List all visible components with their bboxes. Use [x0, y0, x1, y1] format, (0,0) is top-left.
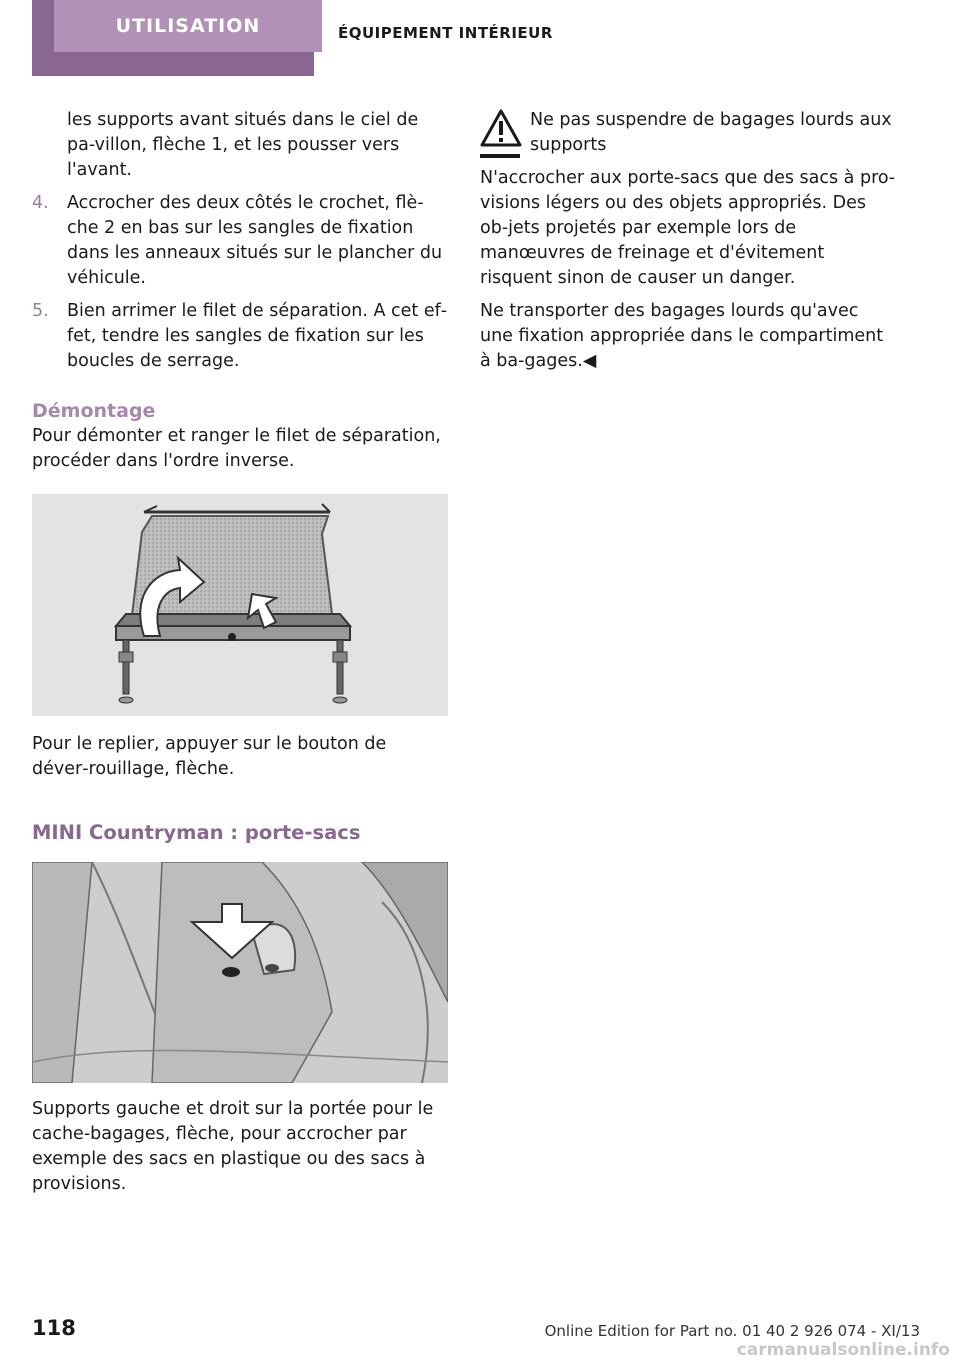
removal-heading: Démontage — [32, 400, 156, 422]
edition-info: Online Edition for Part no. 01 40 2 926 074 - XI/13 — [544, 1322, 920, 1340]
warning-title: Ne pas suspendre de bagages lourds aux supports — [530, 110, 892, 155]
figure-bag-hooks — [32, 862, 448, 1083]
step-text: Accrocher des deux côtés le crochet, flè‐che 2 en bas sur les sangles de fixation dans les anneaux situés sur le plancher du véhicule. — [67, 193, 443, 288]
figure-partition-net — [32, 494, 448, 716]
partition-net-illustration — [32, 494, 448, 716]
figure1-caption: Pour le replier, appuyer sur le bouton de déver‐rouillage, flèche. — [32, 734, 387, 779]
left-column — [32, 108, 448, 1197]
watermark: carmanualsonline.info — [736, 1340, 950, 1360]
step-number: 4. — [32, 193, 49, 213]
intro-continuation: les supports avant situés dans le ciel de pa‐villon, flèche 1, et les pousser vers l'avant. — [67, 110, 419, 180]
section-tab — [32, 0, 314, 76]
section-heading: MINI Countryman : porte-sacs — [32, 821, 361, 844]
step-text: Bien arrimer le filet de séparation. A cet ef‐fet, tendre les sangles de fixation sur les boucles de serrage. — [67, 301, 448, 371]
right-column — [480, 108, 896, 374]
warning-paragraph-2: Ne transporter des bagages lourds qu'avec une fixation appropriée dans le compartiment à ba‐gages.◀ — [480, 301, 884, 371]
removal-text: Pour démonter et ranger le filet de séparation, procéder dans l'ordre inverse. — [32, 426, 441, 471]
step-number: 5. — [32, 301, 49, 321]
step-5 — [32, 299, 448, 374]
bag-hooks-illustration — [32, 862, 448, 1083]
step-4 — [32, 191, 448, 291]
warning-block — [480, 108, 896, 158]
page-number: 118 — [32, 1316, 76, 1340]
warning-triangle-icon — [480, 108, 530, 158]
warning-paragraph-1: N'accrocher aux porte-sacs que des sacs à pro‐visions légers ou des objets appropriés. Des ob‐jets projetés par exemple lors de manœuvres de freinage et d'évitement risquent sinon de causer un danger. — [480, 168, 895, 288]
chapter-title: ÉQUIPEMENT INTÉRIEUR — [338, 24, 553, 42]
section-tab-label: UTILISATION — [54, 0, 322, 52]
figure2-caption: Supports gauche et droit sur la portée pour le cache-bagages, flèche, pour accrocher par exemple des sacs en plastique ou des sacs à provisions. — [32, 1099, 434, 1194]
